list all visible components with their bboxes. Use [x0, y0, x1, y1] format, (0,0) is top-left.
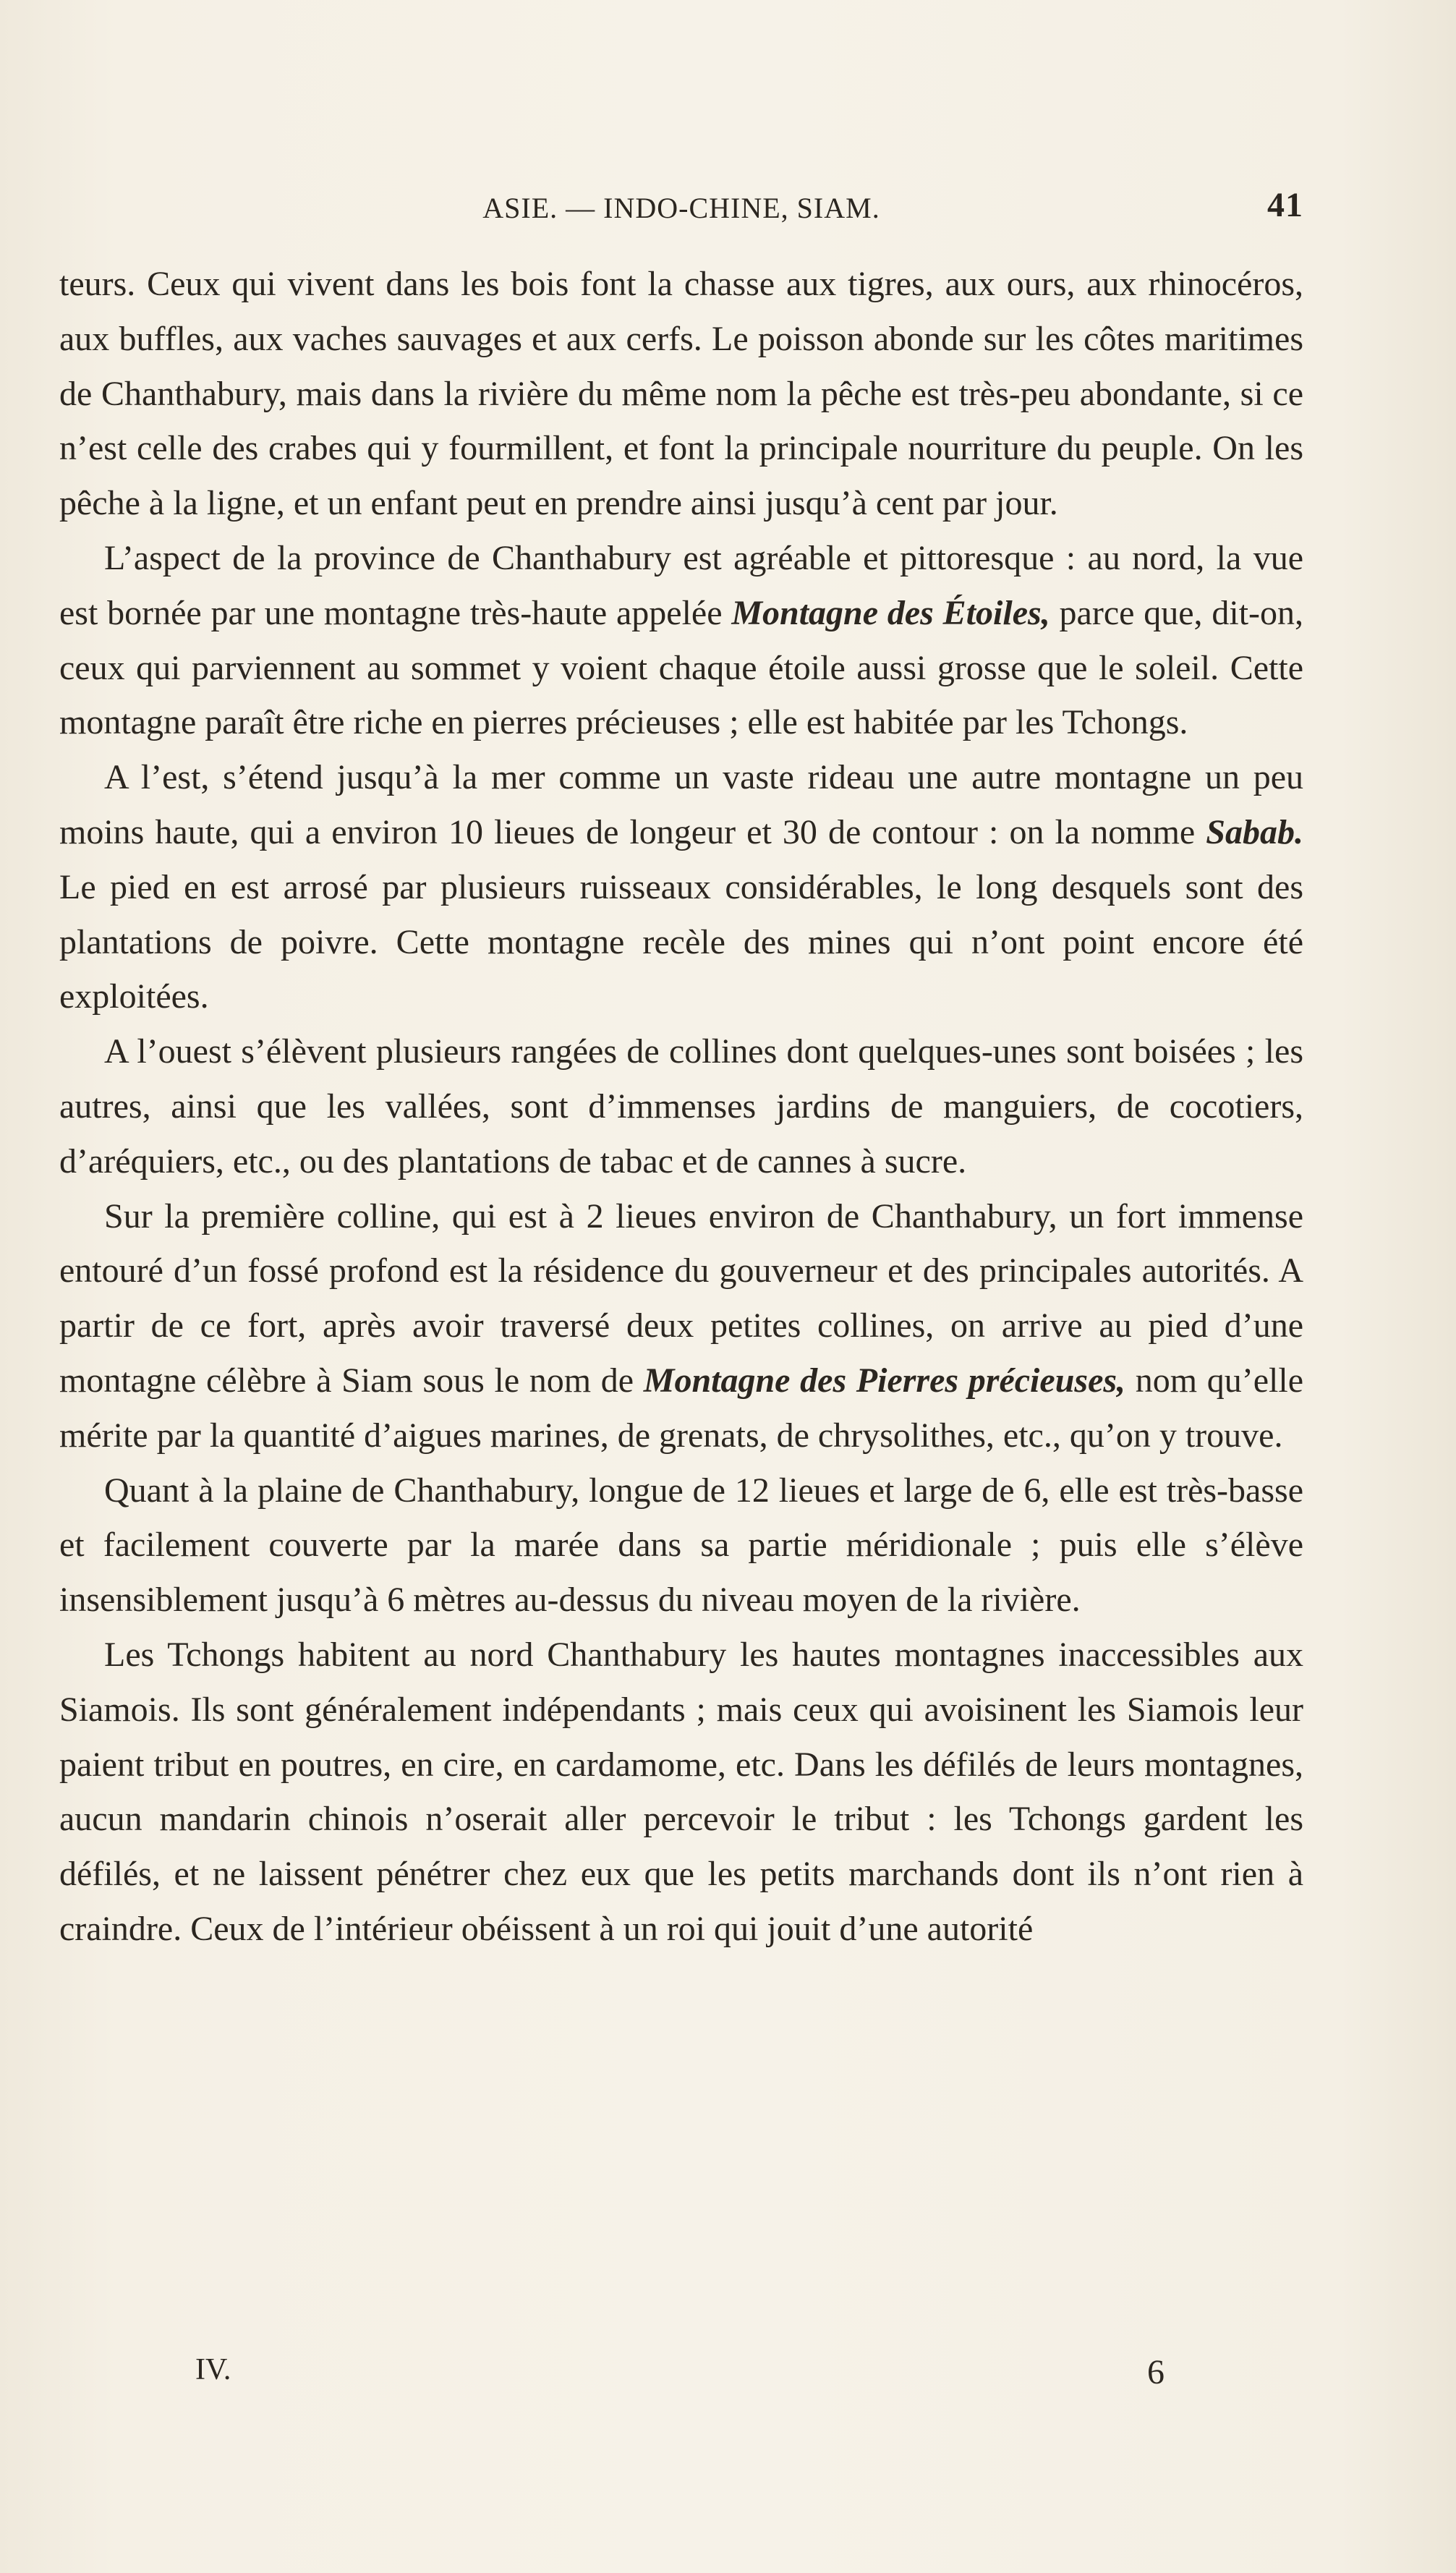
paragraph-text: Les Tchongs habitent au nord Chanthabury les hautes montagnes inaccessibles aux Siamois. Ils sont généralement indépendants ; mais ceux qui avoisinent les Siamois leur paient tribut en poutres, en cire, en cardamome, etc. Dans les défilés de leurs montagnes, aucun mandarin chinois n’oserait aller percevoir le tribut : les Tchongs gardent les défilés, et ne laissent pénétrer chez eux que les petits marchands dont ils n’ont rien à craindre. Ceux de l’intérieur obéissent à un roi qui jouit d’une autorité [59, 1635, 1303, 1948]
italic-place-name: Montagne des Pierres précieuses, [643, 1361, 1126, 1400]
paragraph-text: L’aspect de la province de Chanthabury est agréable et pittoresque : au nord, la vue est bornée par une montagne très-haute appelée [59, 538, 1303, 632]
signature-mark: 6 [1147, 2353, 1165, 2391]
paragraph [59, 1628, 1303, 1957]
paragraph [59, 257, 1303, 531]
paragraph-text: nom qu’elle mérite par la quantité d’aigues marines, de grenats, de chrysolithes, etc., qu’on y trouve. [59, 1361, 1303, 1455]
page-number: 41 [1267, 186, 1303, 224]
volume-mark: IV. [195, 2353, 231, 2386]
running-head-title: ASIE. — INDO-CHINE, SIAM. [482, 192, 880, 224]
paragraph-text: Sur la première colline, qui est à 2 lieues environ de Chanthabury, un fort immense entouré d’un fossé profond est la résidence du gouverneur et des principales autorités. A partir de ce fort, après avoir traversé deux petites collines, on arrive au pied d’une montagne célèbre à Siam sous le nom de [59, 1196, 1303, 1400]
running-head [59, 185, 1303, 229]
paragraph-text: teurs. Ceux qui vivent dans les bois font la chasse aux tigres, aux ours, aux rhinocéros, aux buffles, aux vaches sauvages et aux cerfs. Le poisson abonde sur les côtes maritimes de Chanthabury, mais dans la rivière du même nom la pêche est très-peu abondante, si ce n’est celle des crabes qui y fourmillent, et font la principale nourriture du peuple. On les pêche à la ligne, et un enfant peut en prendre ainsi jusqu’à cent par jour. [59, 265, 1303, 523]
paragraph-text: A l’ouest s’élèvent plusieurs rangées de collines dont quelques-unes sont boisées ; les autres, ainsi que les vallées, sont d’immenses jardins de manguiers, de cocotiers, d’aréquiers, etc., ou des plantations de tabac et de cannes à sucre. [59, 1032, 1303, 1181]
italic-place-name: Montagne des Étoiles, [731, 593, 1050, 632]
paragraph [59, 750, 1303, 1024]
paragraph [59, 531, 1303, 750]
paragraph-text: Quant à la plaine de Chanthabury, longue de 12 lieues et large de 6, elle est très-basse et facilement couverte par la marée dans sa partie méridionale ; puis elle s’élève insensiblement jusqu’à 6 mètres au-dessus du niveau moyen de la rivière. [59, 1471, 1303, 1620]
paragraph-text: Le pied en est arrosé par plusieurs ruisseaux considérables, le long desquels sont des plantations de poivre. Cette montagne recèle des mines qui n’ont point encore été exploitées. [59, 867, 1303, 1016]
paragraph [59, 1024, 1303, 1188]
paragraph [59, 1463, 1303, 1628]
page-footer [195, 2352, 1165, 2396]
paragraph-text: A l’est, s’étend jusqu’à la mer comme un vaste rideau une autre montagne un peu moins haute, qui a environ 10 lieues de longeur et 30 de contour : on la nomme [59, 758, 1303, 851]
body-text [59, 257, 1303, 1957]
italic-place-name: Sabab. [1206, 812, 1303, 851]
paragraph [59, 1189, 1303, 1463]
paragraph-text: parce que, dit-on, ceux qui parviennent au sommet y voient chaque étoile aussi grosse que le soleil. Cette montagne paraît être riche en pierres précieuses ; elle est habitée par les Tchongs. [59, 593, 1304, 742]
